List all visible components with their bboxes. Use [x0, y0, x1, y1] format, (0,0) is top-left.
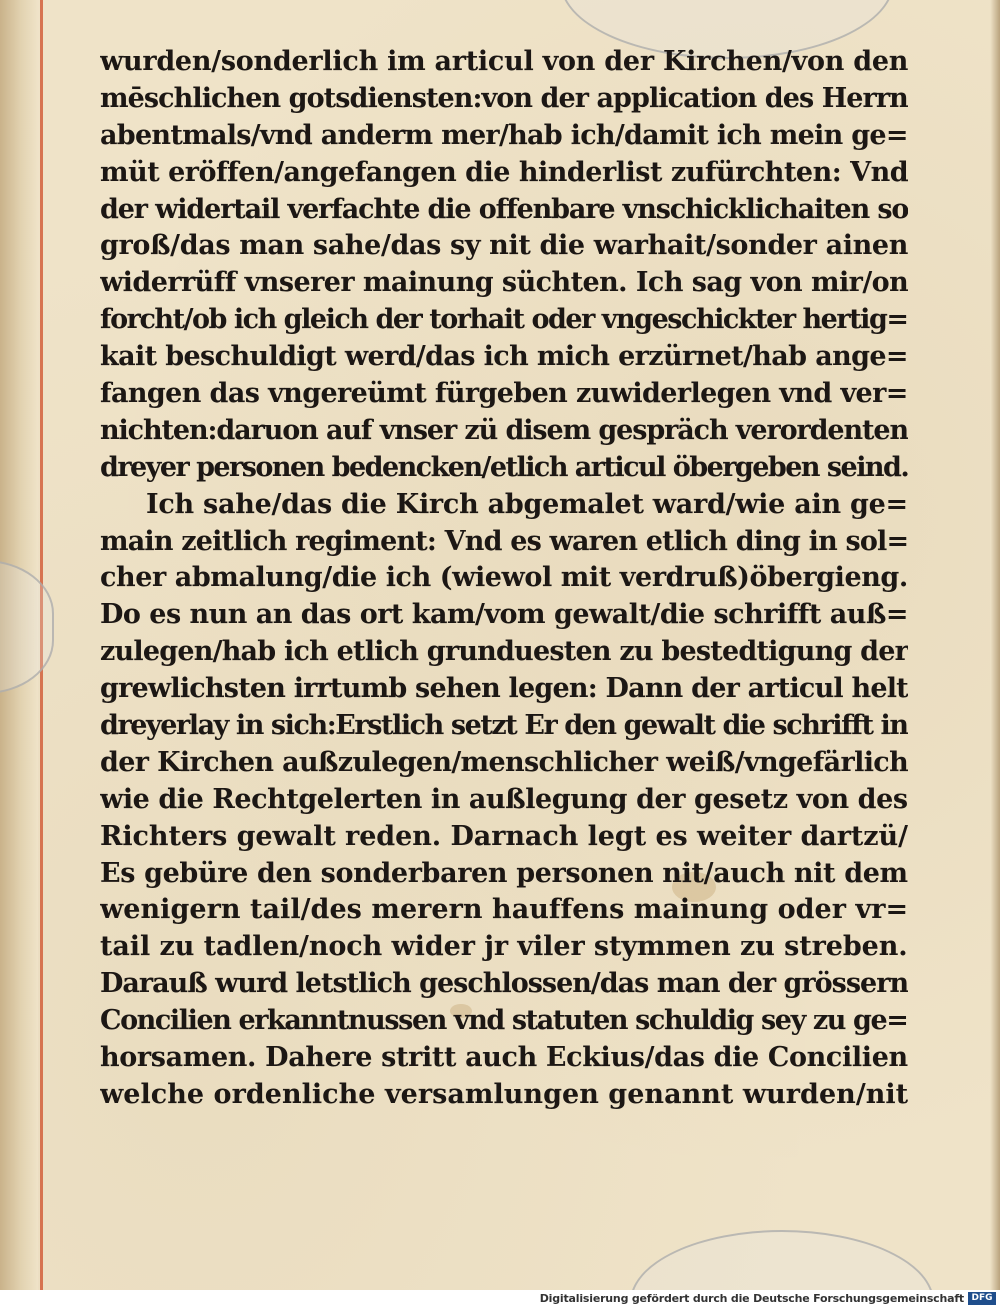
text-line: groß/das man sahe/das sy nit die warhait/sonder ainen	[100, 230, 908, 262]
text-line: müt eröffen/angefangen die hinderlist zufürchten: Vnd	[100, 156, 908, 188]
text-line: zulegen/hab ich etlich grunduesten zu bestedtigung der	[100, 636, 908, 668]
text-line: welche ordenliche versamlungen genannt wurden/nit	[100, 1078, 908, 1110]
text-line: nichten:daruon auf vnser zü disem gespräch verordenten	[100, 414, 908, 446]
text-line: Concilien erkanntnussen vnd statuten schuldig sey zu ge=	[100, 1005, 908, 1037]
text-line: Ich sahe/das die Kirch abgemalet ward/wie ain ge=	[146, 488, 908, 520]
text-line: Richters gewalt reden. Darnach legt es weiter dartzü/	[100, 820, 908, 852]
text-line: der widertail verfachte die offenbare vnschicklichaiten so	[100, 193, 908, 225]
text-line: Es gebüre den sonderbaren personen nit/auch nit dem	[100, 857, 908, 889]
page-edge-shadow	[990, 0, 1000, 1290]
text-line: abentmals/vnd anderm mer/hab ich/damit ich mein ge=	[100, 119, 908, 151]
text-line: dreyer personen bedencken/etlich articul öbergeben seind.	[100, 451, 908, 483]
text-line: tail zu tadlen/noch wider jr viler stymmen zu streben.	[100, 931, 908, 963]
dfg-credit: Digitalisierung gefördert durch die Deutsche Forschungsgemeinschaft	[539, 1292, 964, 1305]
text-line: wurden/sonderlich im articul von der Kirchen/von den	[100, 46, 908, 77]
page-holder-clip-bottom	[630, 1230, 934, 1290]
text-line: cher abmalung/die ich (wiewol mit verdruß)öbergieng.	[100, 562, 908, 594]
text-line: widerrüff vnserer mainung süchten. Ich sag von mir/on	[100, 267, 908, 299]
text-line: dreyerlay in sich:Erstlich setzt Er den gewalt die schrifft in	[100, 710, 908, 742]
text-line: kait beschuldigt werd/das ich mich erzürnet/hab ange=	[100, 341, 908, 373]
text-line: forcht/ob ich gleich der torhait oder vngeschickter hertig=	[100, 304, 908, 336]
dfg-logo-icon: DFG	[968, 1292, 996, 1305]
body-text	[100, 44, 908, 1114]
text-line: wenigern tail/des merern hauffens mainung oder vr=	[100, 894, 908, 926]
text-line: main zeitlich regiment: Vnd es waren etlich ding in sol=	[100, 525, 908, 557]
page-holder-clip-left	[0, 560, 54, 694]
text-line: horsamen. Dahere stritt auch Eckius/das die Concilien	[100, 1042, 908, 1074]
text-line: fangen das vngereümt fürgeben zuwiderlegen vnd ver=	[100, 378, 908, 410]
text-line: wie die Rechtgelerten in außlegung der gesetz von des	[100, 783, 908, 815]
text-line: Darauß wurd letstlich geschlossen/das man der grössern	[100, 968, 908, 1000]
text-line: der Kirchen außzulegen/menschlicher weiß/vngefärlich	[100, 746, 908, 778]
text-line: mēschlichen gotsdiensten:von der application des Herrn	[100, 82, 908, 114]
text-line: Do es nun an das ort kam/vom gewalt/die schrifft auß=	[100, 599, 908, 631]
text-line: grewlichsten irrtumb sehen legen: Dann der articul helt	[100, 673, 908, 705]
